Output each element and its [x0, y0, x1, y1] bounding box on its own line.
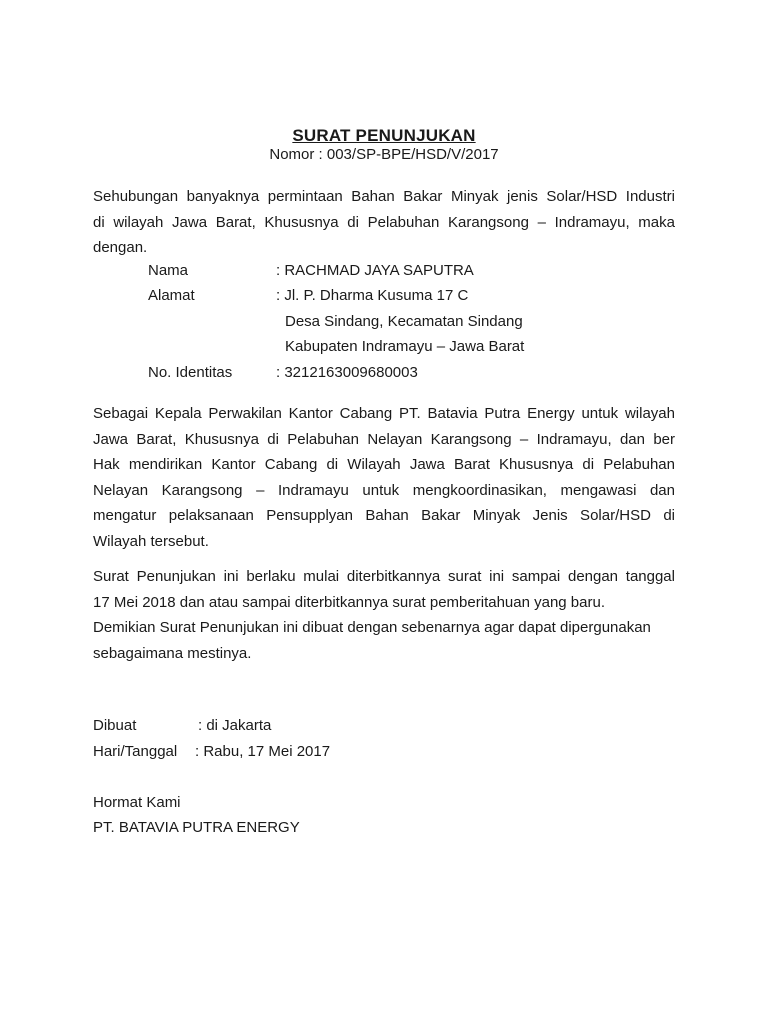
tanggal-label: Hari/Tanggal: [93, 743, 178, 760]
regards-text: Hormat Kami: [93, 794, 181, 811]
intro-line: di wilayah Jawa Barat, Khususnya di Pelabuhan Karangsong – Indramayu, maka: [93, 213, 675, 231]
closing-paragraph: [93, 615, 675, 666]
document-title: SURAT PENUNJUKAN: [292, 126, 476, 145]
identity-label: No. Identitas: [148, 364, 233, 381]
body-line: Sebagai Kepala Perwakilan Kantor Cabang PT. Batavia Putra Energy untuk wilayah: [93, 405, 675, 422]
alamat-value-line2: Desa Sindang, Kecamatan Sindang: [285, 313, 523, 330]
intro-line: dengan.: [93, 239, 148, 256]
validity-line: 17 Mei 2018 dan atau sampai diterbitkannya surat pemberitahuan yang baru.: [93, 593, 605, 611]
identity-value: : 3212163009680003: [276, 364, 418, 381]
dibuat-value: : di Jakarta: [198, 717, 272, 734]
nama-value: : RACHMAD JAYA SAPUTRA: [276, 262, 474, 279]
body-line: mengatur pelaksanaan Pensupplyan Bahan Bakar Minyak Jenis Solar/HSD di: [93, 507, 675, 524]
alamat-label: Alamat: [148, 287, 195, 304]
body-line: Wilayah tersebut.: [93, 532, 209, 550]
appointment-paragraph: [93, 401, 675, 554]
validity-line: Surat Penunjukan ini berlaku mulai diterbitkannya surat ini sampai dengan tanggal: [93, 568, 675, 585]
closing-line: Demikian Surat Penunjukan ini dibuat dengan sebenarnya agar dapat dipergunakan: [93, 619, 651, 636]
alamat-value-line1: : Jl. P. Dharma Kusuma 17 C: [276, 287, 469, 304]
nama-label: Nama: [148, 262, 189, 279]
tanggal-value: : Rabu, 17 Mei 2017: [195, 743, 331, 760]
body-line: Nelayan Karangsong – Indramayu untuk mengkoordinasikan, mengawasi dan: [93, 481, 675, 499]
body-line: Hak mendirikan Kantor Cabang di Wilayah Jawa Barat Khususnya di Pelabuhan: [93, 456, 675, 473]
document-number: Nomor : 003/SP-BPE/HSD/V/2017: [269, 146, 499, 163]
alamat-value-line3: Kabupaten Indramayu – Jawa Barat: [285, 338, 525, 355]
dibuat-label: Dibuat: [93, 717, 137, 734]
validity-paragraph: [93, 564, 675, 615]
intro-line: Sehubungan banyaknya permintaan Bahan Bakar Minyak jenis Solar/HSD Industri: [93, 188, 675, 205]
body-line: Jawa Barat, Khususnya di Pelabuhan Nelayan Karangsong – Indramayu, dan ber: [93, 430, 675, 448]
company-name: PT. BATAVIA PUTRA ENERGY: [93, 819, 300, 836]
intro-paragraph: [93, 184, 675, 261]
closing-line: sebagaimana mestinya.: [93, 644, 252, 662]
